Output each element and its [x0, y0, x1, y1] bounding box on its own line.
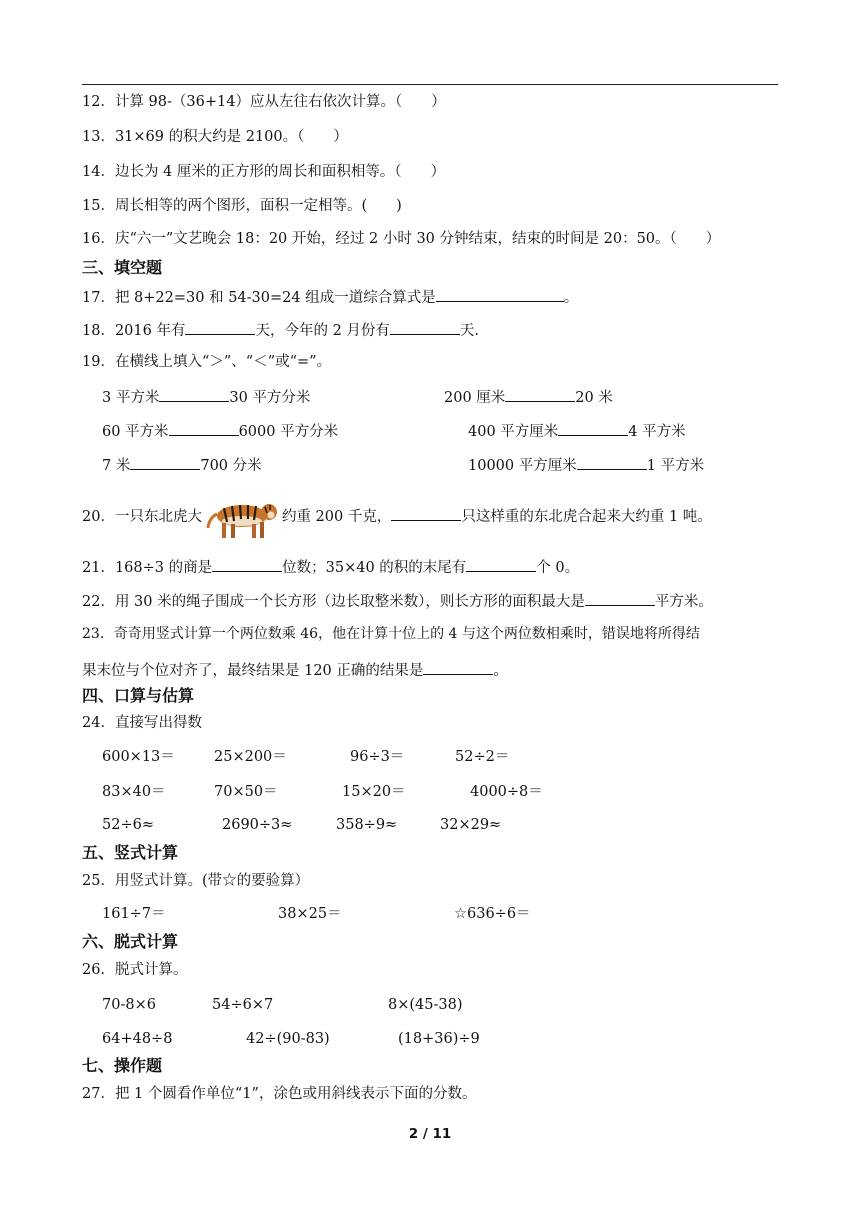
- q18-text-c: 天.: [459, 323, 480, 339]
- answer-blank[interactable]: [558, 420, 628, 436]
- answer-blank[interactable]: [159, 386, 229, 402]
- tiger-image: [204, 492, 280, 542]
- question-19: 19．在横线上填入“＞”、“＜”或“=”。: [82, 354, 332, 370]
- calc-item: 4000÷8＝: [470, 784, 543, 800]
- calc-item: 52÷6≈: [102, 817, 154, 833]
- answer-blank[interactable]: [185, 319, 255, 335]
- answer-blank[interactable]: [130, 454, 200, 470]
- answer-blank[interactable]: [423, 659, 493, 675]
- section-heading-operation: 七、操作题: [82, 1056, 163, 1075]
- question-25: 25．用竖式计算。(带☆的要验算）: [82, 873, 310, 889]
- q17-end: 。: [563, 290, 579, 306]
- compare-item: 200 厘米 20 米: [444, 386, 613, 408]
- question-13: 13．31×69 的积大约是 2100。（ ）: [82, 129, 348, 145]
- question-14: 14．边长为 4 厘米的正方形的周长和面积相等。（ ）: [82, 164, 446, 180]
- calc-item: 600×13＝: [102, 749, 175, 765]
- compare-item: 3 平方米 30 平方分米: [102, 386, 310, 408]
- question-23-line-2: 果末位与个位对齐了，最终结果是 120 正确的结果是 。: [82, 659, 508, 681]
- page-number: 2 / 11: [408, 1126, 452, 1142]
- question-12: 12．计算 98-（36+14）应从左往右依次计算。（ ）: [82, 94, 446, 110]
- header-rule: [82, 84, 778, 85]
- calc-item: 70×50＝: [214, 784, 278, 800]
- compare-item: 400 平方厘米 4 平方米: [468, 420, 686, 442]
- question-15: 15．周长相等的两个图形，面积一定相等。( ): [82, 198, 402, 214]
- calc-item: 83×40＝: [102, 784, 166, 800]
- answer-blank[interactable]: [390, 319, 460, 335]
- answer-blank[interactable]: [391, 505, 461, 521]
- section-heading-step-calc: 六、脱式计算: [82, 932, 179, 951]
- compare-item: 60 平方米 6000 平方分米: [102, 420, 338, 442]
- q18-text-b: 天，今年的 2 月份有: [255, 323, 390, 339]
- calc-item: 15×20＝: [342, 784, 406, 800]
- question-18: [82, 319, 479, 341]
- calc-item: 42÷(90-83): [246, 1031, 330, 1047]
- calc-item: 70-8×6: [102, 997, 156, 1013]
- calc-item: 32×29≈: [440, 817, 502, 833]
- question-20: 20．一只东北虎大 约重 200 千克， 只这样重的东北虎合起来大约重 1 吨。: [82, 492, 712, 542]
- question-24: 24．直接写出得数: [82, 715, 202, 731]
- answer-blank[interactable]: [212, 556, 282, 572]
- question-26: 26．脱式计算。: [82, 962, 188, 978]
- calc-item: 38×25＝: [278, 906, 342, 922]
- calc-item: 64+48÷8: [102, 1031, 173, 1047]
- question-22: 22．用 30 米的绳子围成一个长方形（边长取整米数），则长方形的面积最大是 平方米。: [82, 590, 713, 612]
- answer-blank[interactable]: [436, 286, 564, 302]
- calc-item: 161÷7＝: [102, 906, 166, 922]
- answer-blank[interactable]: [505, 386, 575, 402]
- calc-item: 8×(45-38): [388, 997, 463, 1013]
- section-heading-vertical-calc: 五、竖式计算: [82, 843, 179, 862]
- compare-item: 10000 平方厘米 1 平方米: [468, 454, 704, 476]
- calc-item: 358÷9≈: [336, 817, 398, 833]
- calc-item: 25×200＝: [214, 749, 287, 765]
- calc-item: (18+36)÷9: [398, 1031, 480, 1047]
- calc-item: 96÷3＝: [350, 749, 405, 765]
- answer-blank[interactable]: [466, 556, 536, 572]
- answer-blank[interactable]: [585, 590, 655, 606]
- section-heading-mental-math: 四、口算与估算: [82, 686, 195, 705]
- calc-item: ☆636÷6＝: [454, 906, 531, 922]
- question-17: [82, 286, 578, 308]
- calc-item: 54÷6×7: [212, 997, 274, 1013]
- question-21: 21．168÷3 的商是 位数；35×40 的积的末尾有 个 0。: [82, 556, 579, 578]
- section-heading-fill-in: 三、填空题: [82, 258, 163, 277]
- calc-item: 52÷2＝: [455, 749, 510, 765]
- question-16: 16．庆“六一”文艺晚会 18：20 开始，经过 2 小时 30 分钟结束，结束的时间是 20：50。（ ）: [82, 231, 721, 247]
- answer-blank[interactable]: [577, 454, 647, 470]
- question-27: 27．把 1 个圆看作单位“1”，涂色或用斜线表示下面的分数。: [82, 1086, 477, 1102]
- question-23-line-1: 23．奇奇用竖式计算一个两位数乘 46，他在计算十位上的 4 与这个两位数相乘时，错误地将所得结: [82, 626, 700, 642]
- q17-text: 17．把 8+22=30 和 54-30=24 组成一道综合算式是: [82, 290, 436, 306]
- answer-blank[interactable]: [169, 420, 239, 436]
- compare-item: 7 米 700 分米: [102, 454, 262, 476]
- q18-text-a: 18．2016 年有: [82, 323, 186, 339]
- calc-item: 2690÷3≈: [222, 817, 293, 833]
